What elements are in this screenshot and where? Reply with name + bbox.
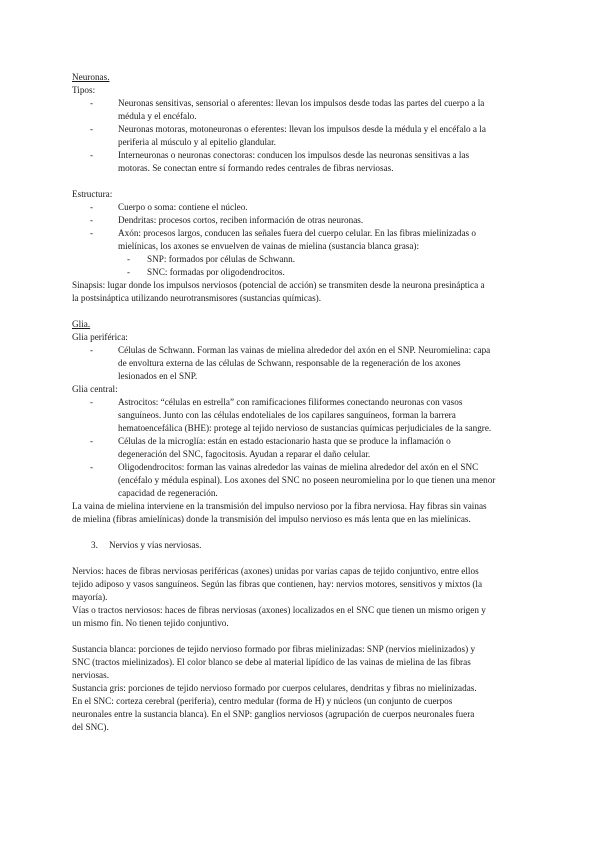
numbered-heading: [72, 539, 532, 552]
text-line: periferia al músculo y al epitelio glandular.: [118, 137, 276, 147]
text-line: de mielina (fibras amielínicas) donde la transmisión del impulso nervioso es más lenta que en las mielínicas.: [72, 514, 471, 524]
bullet-dash: -: [90, 462, 94, 472]
text-line: de envoltura externa de las células de Schwann, responsable de la regeneración de los axones: [118, 358, 461, 368]
text-line: Sustancia blanca: porciones de tejido nervioso formado por fibras mielinizadas: SNP (nervios mielinizados) y: [72, 644, 476, 654]
label-estructura: Estructura:: [72, 189, 113, 199]
text-line: Células de la microglía: están en estado estacionario hasta que se produce la inflamación o: [118, 436, 451, 446]
bullet-dash: -: [127, 267, 131, 277]
paragraph-vias: [72, 604, 532, 630]
text-line: lesionados en el SNP.: [118, 371, 198, 381]
text-line: SNC: formadas por oligodendrocitos.: [147, 267, 285, 277]
text-line: motoras. Se conectan entre sí formando redes centrales de fibras nerviosas.: [118, 163, 394, 173]
list-item: [72, 149, 532, 175]
text-line: SNP: formados por células de Schwann.: [147, 254, 295, 264]
text-line: nerviosas.: [72, 670, 109, 680]
text-line: Células de Schwann. Forman las vainas de mielina alrededor del axón en el SNP. Neuromielina: capa: [118, 345, 491, 355]
text-line: degeneración del SNC, fagocitosis. Ayudan a reparar el daño celular.: [118, 449, 371, 459]
section-number: 3.: [91, 540, 98, 550]
text-line: sanguíneos. Junto con las células endoteliales de los capilares sanguíneos, forman la barrera: [118, 410, 456, 420]
bullet-dash: -: [90, 436, 94, 446]
text-line: médula y el encéfalo.: [118, 111, 197, 121]
text-line: Interneuronas o neuronas conectoras: conducen los impulsos desde las neuronas sensitivas a las: [118, 150, 470, 160]
text-line: Neuronas sensitivas, sensorial o aferentes: llevan los impulsos desde todas las partes del cuerpo a la: [118, 98, 485, 108]
list-item: [72, 396, 532, 435]
text-line: Cuerpo o soma: contiene el núcleo.: [118, 202, 248, 212]
list-item: [72, 201, 532, 214]
bullet-dash: -: [90, 397, 94, 407]
text-line: capacidad de regeneración.: [118, 488, 218, 498]
bullet-dash: -: [90, 202, 94, 212]
text-line: del SNC).: [72, 722, 109, 732]
text-line: la postsináptica utilizando neurotransmisores (sustancias químicas).: [72, 293, 322, 303]
text-line: Axón: procesos largos, conducen las señales fuera del cuerpo celular. En las fibras mielinizadas o: [118, 228, 477, 238]
text-line: hematoencefálica (BHE): protege al tejido nervioso de sustancias químicas perjudiciales de la sangre.: [118, 423, 492, 433]
text-line: (encéfalo y médula espinal). Los axones del SNC no poseen neuromielina por lo que tienen una menor: [118, 475, 496, 485]
paragraph-sustancia-blanca: [72, 643, 532, 682]
text-line: Astrocitos: “células en estrella” con ramificaciones filiformes conectando neuronas con vasos: [118, 397, 463, 407]
document-body: [72, 71, 532, 734]
text-line: Sinapsis: lugar donde los impulsos nerviosos (potencial de acción) se transmiten desde la neurona presináptica a: [72, 280, 485, 290]
list-item: [72, 344, 532, 383]
text-line: Sustancia gris: porciones de tejido nervioso formado por cuerpos celulares, dendritas y fibras no mielinizadas.: [72, 683, 477, 693]
text-line: tejido adiposo y vasos sanguíneos. Según las fibras que contienen, hay: nervios motores, sensitivos y mixtos (la: [72, 579, 483, 589]
bullet-dash: -: [90, 98, 94, 108]
bullet-dash: -: [90, 345, 94, 355]
paragraph-nervios: [72, 565, 532, 604]
list-item: [72, 461, 532, 500]
sub-list-item: [72, 266, 532, 279]
paragraph-vaina: [72, 500, 532, 526]
text-line: Dendritas: procesos cortos, reciben información de otras neuronas.: [118, 215, 364, 225]
list-item: [72, 227, 532, 253]
label-glia-central: Glia central:: [72, 384, 118, 394]
heading-glia: Glia.: [72, 319, 91, 329]
list-item: [72, 214, 532, 227]
text-line: neuronales entre la sustancia blanca). En el SNP: ganglios nerviosos (agrupación de cuerpos neuronales fuera: [72, 709, 475, 719]
bullet-dash: -: [90, 150, 94, 160]
section-title: Nervios y vías nerviosas.: [109, 540, 202, 550]
label-tipos: Tipos:: [72, 85, 96, 95]
text-line: Nervios: haces de fibras nerviosas periféricas (axones) unidas por varias capas de tejido conjuntivo, entre ellos: [72, 566, 479, 576]
text-line: mielínicas, los axones se envuelven de vainas de mielina (sustancia blanca grasa):: [118, 241, 420, 251]
bullet-dash: -: [127, 254, 131, 264]
bullet-dash: -: [90, 228, 94, 238]
text-line: Neuronas motoras, motoneuronas o eferentes: llevan los impulsos desde la médula y el encéfalo a la: [118, 124, 486, 134]
sub-list-item: [72, 253, 532, 266]
text-line: Oligodendrocitos: forman las vainas alrededor las vainas de mielina alrededor del axón en el SNC: [118, 462, 479, 472]
paragraph-sustancia-gris: [72, 682, 532, 734]
text-line: La vaina de mielina interviene en la transmisión del impulso nervioso por la fibra nerviosa. Hay fibras sin vainas: [72, 501, 487, 511]
bullet-dash: -: [90, 215, 94, 225]
text-line: SNC (tractos mielinizados). El color blanco se debe al material lipídico de las vainas de mielina de las fibras: [72, 657, 471, 667]
heading-neuronas: Neuronas.: [72, 72, 110, 82]
list-item: [72, 97, 532, 123]
bullet-dash: -: [90, 124, 94, 134]
list-item: [72, 435, 532, 461]
text-line: un mismo fin. No tienen tejido conjuntivo.: [72, 618, 229, 628]
label-glia-periferica: Glia periférica:: [72, 332, 128, 342]
text-line: mayoría).: [72, 592, 108, 602]
text-line: Vías o tractos nerviosos: haces de fibras nerviosas (axones) localizados en el SNC que tienen un mismo origen y: [72, 605, 486, 615]
list-item: [72, 123, 532, 149]
paragraph-sinapsis: [72, 279, 532, 305]
text-line: En el SNC: corteza cerebral (periferia), centro medular (forma de H) y núcleos (un conjunto de cuerpos: [72, 696, 453, 706]
